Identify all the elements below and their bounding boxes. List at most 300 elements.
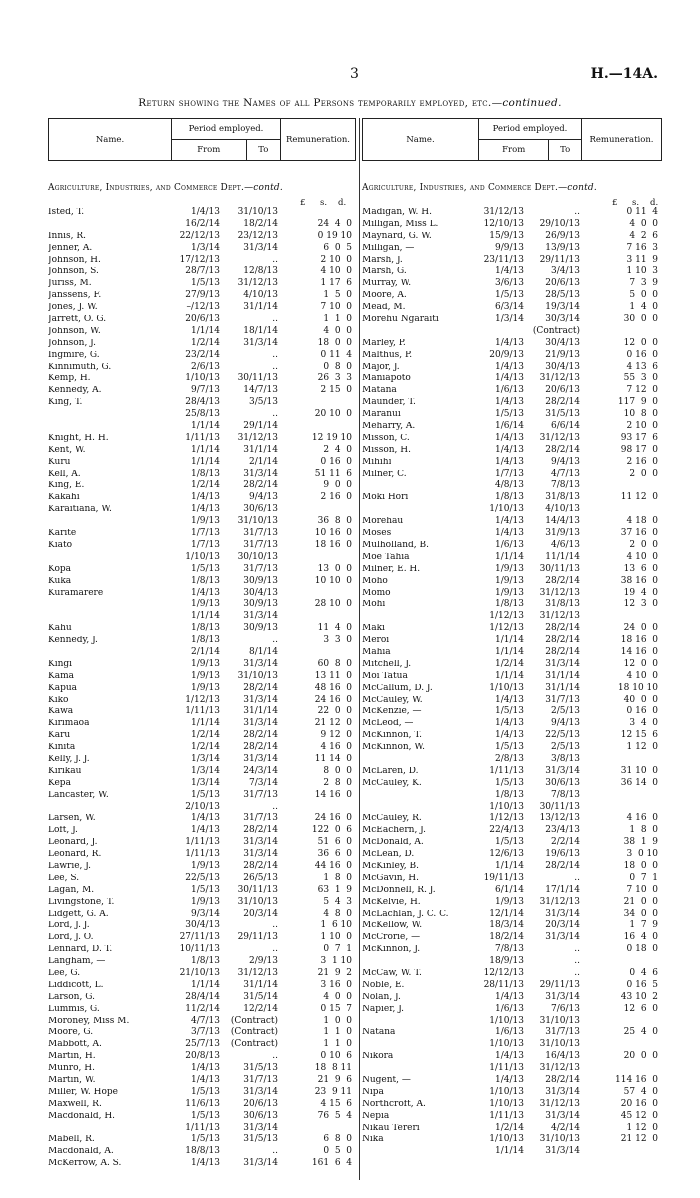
employee-name: Madigan, W. H. [362,208,432,217]
employee-name: Milligan, Miss L. [362,219,439,229]
remuneration: 4 10 0 [626,551,658,562]
employee-name: Moi Tatua [362,671,408,681]
period-to: 31/10/13 [237,896,278,907]
remuneration: 22 0 0 [317,706,352,717]
remuneration: 4 8 0 [323,908,352,919]
header-to: To [549,140,582,161]
period-to: .. [574,956,580,967]
period-from: 1/4/13 [495,1075,524,1086]
header-remuneration: Remuneration. [281,119,356,161]
period-from: 19/11/13 [483,872,524,883]
period-from: 18/8/13 [185,1146,220,1157]
table-row [362,232,662,244]
period-from: 1/4/13 [191,587,220,598]
table-row [362,672,662,684]
table-row [362,553,662,565]
remuneration: 11 14 0 [314,753,352,764]
employee-name: Isted, T. [48,208,85,217]
table-row [48,244,356,256]
table-row [48,993,356,1005]
period-to: 31/1/14 [545,682,580,693]
remuneration: 0 16 0 [626,349,658,360]
period-from: 1/11/13 [489,765,524,776]
table-row [362,565,662,577]
period-from: 18/3/14 [489,920,524,931]
table-row [362,1088,662,1100]
period-from: 1/2/14 [191,730,220,741]
table-row [48,1112,356,1124]
period-to: 29/11/13 [237,932,278,943]
table-row [362,767,662,779]
employee-name: McKinnon, T. [362,731,422,741]
employee-name: McCallum, D. J. [362,683,433,693]
period-from: 4/8/13 [495,480,524,491]
period-to: 31/12/13 [539,1063,580,1074]
employee-name: Kennedy, A. [48,386,102,396]
period-from: 1/10/13 [489,504,524,515]
period-to: 14/7/13 [243,385,278,396]
employee-name: Maunder, T. [362,398,416,408]
remuneration: 60 8 0 [317,658,352,669]
remuneration: 18 16 0 [314,539,352,550]
period-to: 11/1/14 [545,551,580,562]
employee-name: Nipa [362,1087,384,1097]
employee-name: Karu [48,731,71,741]
table-row [362,1005,662,1017]
period-from: 1/5/13 [191,1110,220,1121]
period-to: 31/12/13 [237,432,278,443]
employee-name: Momo [362,588,391,598]
period-from: 1/3/14 [495,314,524,325]
period-to: 7/8/13 [551,480,580,491]
period-from: 1/4/13 [495,444,524,455]
remuneration: 18 0 0 [623,860,658,871]
remuneration: 4 13 6 [626,361,658,372]
employee-name: Lord, J. J. [48,921,90,931]
table-row [362,1100,662,1112]
employee-name: Johnson, J. [48,338,96,348]
period-to: 31/3/14 [243,1086,278,1097]
remuneration: 3 11 9 [626,254,658,265]
remuneration: 1 12 0 [626,1122,658,1133]
period-from: 1/9/13 [191,599,220,610]
period-from: 1/5/13 [495,837,524,848]
remuneration: 0 7 1 [629,872,658,883]
period-from: 27/9/13 [185,290,220,301]
remuneration: 12 0 0 [623,337,658,348]
employee-name: McKenzie, — [362,707,422,717]
period-from: 1/4/13 [495,373,524,384]
period-to: 12/2/14 [243,1003,278,1014]
period-to: 28/2/14 [545,1075,580,1086]
remuneration: 20 16 0 [620,1098,658,1109]
period-from: 1/10/13 [489,1015,524,1026]
employee-name: McKinnon, W. [362,743,425,753]
period-to: 31/8/13 [545,599,580,610]
employee-name: McKinley, B. [362,861,419,871]
period-from: 1/1/14 [495,646,524,657]
remuneration: 12 6 0 [623,1003,658,1014]
remuneration: 1 6 10 [320,920,352,931]
period-from: 1/1/14 [495,551,524,562]
period-to: 31/3/14 [243,337,278,348]
period-to: 31/3/14 [243,1122,278,1133]
period-from: 1/6/13 [495,385,524,396]
period-to: 31/9/13 [545,528,580,539]
period-from: 1/11/13 [185,432,220,443]
period-from: 1/9/13 [495,575,524,586]
remuneration: 2 16 0 [626,456,658,467]
period-from: 1/6/13 [495,539,524,550]
period-to: 31/3/14 [243,718,278,729]
employee-name: Johnson, S. [48,267,99,277]
period-from: 1/5/13 [495,777,524,788]
period-from: 1/10/13 [489,1086,524,1097]
period-from: 18/9/13 [489,956,524,967]
remuneration: 7 16 3 [626,242,658,253]
period-from: 1/5/13 [191,884,220,895]
page-header [0,66,700,82]
period-to: 7/8/13 [551,789,580,800]
period-to: 30/6/13 [243,504,278,515]
title-continued: —continued. [491,97,562,109]
remuneration: 2 4 0 [323,444,352,455]
period-to: 4/2/14 [551,1122,580,1133]
remuneration: 14 16 0 [620,646,658,657]
table-row [362,1112,662,1124]
remuneration: 19 4 0 [623,587,658,598]
remuneration: 25 4 0 [623,1027,658,1038]
table-row [48,220,356,232]
period-to: 19/3/14 [545,302,580,313]
period-from: 1/9/13 [191,658,220,669]
period-to: .. [574,944,580,955]
remuneration: 8 0 0 [323,765,352,776]
remuneration: 0 18 0 [626,944,658,955]
period-to: .. [272,801,278,812]
employee-name: Marsh, J. [362,255,403,265]
table-row [48,565,356,577]
period-from: 1/4/13 [495,730,524,741]
period-from: 1/4/13 [495,397,524,408]
remuneration: 1 10 0 [320,932,352,943]
period-to: 2/5/13 [551,706,580,717]
table-row [48,791,356,803]
employee-name: Johnson, W. [48,326,101,336]
employee-name: Lee, S. [48,873,80,883]
employee-name: Langham, — [48,957,106,967]
employee-name: Moho [362,576,388,586]
period-from: 1/11/13 [489,1110,524,1121]
period-to: 20/6/13 [243,1098,278,1109]
employee-name: Kama [48,671,74,681]
remuneration: 26 3 3 [317,373,352,384]
remuneration: 21 12 0 [314,718,352,729]
period-to: (Contract) [532,325,580,336]
period-to: 31/3/14 [545,991,580,1002]
employee-name: Kinita [48,743,76,753]
period-to: 31/10/13 [539,1015,580,1026]
period-from: 2/8/13 [495,753,524,764]
period-to: 31/10/13 [237,670,278,681]
employee-name: Malthus, P. [362,350,413,360]
period-to: 29/11/13 [539,254,580,265]
employee-name: Jones, J. W. [48,303,98,313]
period-to: 17/1/14 [545,884,580,895]
period-to: 31/3/14 [243,468,278,479]
remuneration: 13 6 0 [623,563,658,574]
period-to: .. [574,207,580,217]
table-row [362,577,662,589]
period-to: 30/6/13 [545,777,580,788]
period-from: 1/12/13 [489,611,524,622]
period-from: 1/4/13 [495,361,524,372]
period-to: 28/2/14 [243,480,278,491]
remuneration: 48 16 0 [314,682,352,693]
period-to: 22/5/13 [545,730,580,741]
title-main: Return showing the Names of all Persons temporarily employed, etc. [138,97,492,109]
period-to: 13/12/13 [539,813,580,824]
employee-name: King, E. [48,481,85,491]
table-row [48,1159,356,1171]
period-to: 3/8/13 [551,753,580,764]
period-to: .. [272,944,278,955]
table-row [48,874,356,886]
period-from: 1/10/13 [489,1039,524,1050]
period-to: 31/12/13 [237,968,278,978]
period-from: 1/4/13 [495,337,524,348]
remuneration: 36 6 0 [317,849,352,860]
employee-name: McEachern, J. [362,826,426,836]
period-to: 4/10/13 [243,290,278,301]
period-from: 1/6/13 [495,1003,524,1014]
period-from: 1/7/13 [191,528,220,539]
employee-name: Mitchell, J. [362,659,412,669]
period-to: 7/6/13 [551,1003,580,1014]
remuneration: 12 0 0 [623,658,658,669]
period-to: 28/2/14 [545,623,580,634]
period-to: 31/3/14 [243,1158,278,1169]
table-row [362,981,662,993]
period-to: 31/3/14 [545,932,580,943]
period-from: 28/11/13 [483,979,524,990]
employee-name: Kuramarere [48,588,104,598]
period-to: .. [272,349,278,360]
period-to: 30/10/13 [237,551,278,562]
table-row [48,458,356,470]
period-from: 1/8/13 [495,599,524,610]
period-from: 1/4/13 [495,528,524,539]
right-column-headers [362,118,662,161]
period-to: 16/4/13 [545,1051,580,1062]
employee-name: Martin, W. [48,1076,96,1086]
remuneration: 7 3 9 [629,278,658,289]
period-to: 31/10/13 [539,1039,580,1050]
period-from: 1/4/13 [495,991,524,1002]
employee-name: Nolan, J. [362,992,401,1002]
period-from: 1/10/13 [489,801,524,812]
period-from: 20/8/13 [185,1051,220,1062]
period-from: 1/5/13 [495,742,524,753]
employee-name: McDonnell, R. J. [362,885,436,895]
remuneration: 2 10 0 [626,421,658,432]
period-from: 30/4/13 [185,920,220,931]
period-to: 4/6/13 [551,539,580,550]
units-right: £ s. d. [612,198,659,208]
employee-name: Napier, J. [362,1004,405,1014]
remuneration: 1 10 3 [626,266,658,277]
remuneration: 4 16 0 [626,813,658,824]
remuneration: 4 2 6 [629,230,658,241]
remuneration: 93 17 6 [620,432,658,443]
remuneration: 4 0 0 [323,991,352,1002]
remuneration: 7 10 0 [320,302,352,313]
remuneration: 45 12 0 [620,1110,658,1121]
employee-name: Knight, H. H. [48,433,109,443]
employee-name: Lee, G. [48,969,81,978]
table-row [362,660,662,672]
period-from: 1/8/13 [191,468,220,479]
remuneration: 38 16 0 [620,575,658,586]
period-from: 11/6/13 [185,1098,220,1109]
remuneration: 0 16 0 [626,706,658,717]
employee-name: Mahia [362,647,391,657]
period-to: 31/12/13 [539,432,580,443]
employee-name: McKinnon, J. [362,945,421,955]
period-to: 30/4/13 [243,587,278,598]
remuneration: 5 4 3 [323,896,352,907]
remuneration: 1 1 0 [323,1039,352,1050]
period-from: 1/1/14 [191,444,220,455]
remuneration: 114 16 0 [615,1075,658,1086]
period-to: 31/3/14 [243,242,278,253]
period-to: 2/2/14 [551,837,580,848]
remuneration: 16 4 0 [623,932,658,943]
left-employee-list [48,208,356,1171]
table-row [48,339,356,351]
employee-name: Morehau [362,517,404,527]
period-to: 18/1/14 [243,325,278,336]
period-to: 31/3/14 [545,1110,580,1121]
document-reference: H.—14A. [590,66,658,82]
period-to: 31/10/13 [237,207,278,217]
period-to: 23/12/13 [237,230,278,241]
remuneration: 4 0 0 [629,218,658,229]
employee-name: Noble, E. [362,980,405,990]
employee-name: Maranui [362,410,401,420]
employee-name: Kuka [48,576,72,586]
employee-name: Jarrett, O. G. [48,315,107,325]
period-from: 27/11/13 [179,932,220,943]
period-from: 1/11/13 [185,837,220,848]
table-row [48,446,356,458]
remuneration: 18 10 10 [617,682,658,693]
remuneration: 2 15 0 [320,385,352,396]
remuneration: 122 0 6 [311,825,352,836]
period-to: 30/11/13 [237,373,278,384]
employee-name: Milner, E. H. [362,564,421,574]
table-row [362,327,662,339]
remuneration: 1 7 9 [629,920,658,931]
remuneration: 10 16 0 [314,528,352,539]
period-from: 1/5/13 [191,789,220,800]
period-from: –/12/13 [186,302,220,313]
header-remuneration: Remuneration. [582,119,662,161]
remuneration: 57 4 0 [623,1086,658,1097]
employee-name: McGavin, H. [362,873,420,883]
period-from: 1/5/13 [495,290,524,301]
employee-name: Mohi [362,600,386,610]
employee-name: Marley, P. [362,338,406,348]
table-row [362,458,662,470]
header-to: To [246,140,280,161]
header-name: Name. [363,119,479,161]
employee-name: Marsh, G. [362,267,407,277]
period-to: 31/10/13 [237,516,278,527]
period-from: 1/1/14 [191,718,220,729]
employee-name: Kinnimuth, G. [48,362,112,372]
period-from: 1/12/13 [489,813,524,824]
employee-name: Kell, A. [48,469,81,479]
period-from: 1/4/13 [191,207,220,217]
period-to: 31/3/14 [243,753,278,764]
period-from: 1/11/13 [185,849,220,860]
period-to: 31/5/13 [545,409,580,420]
period-to: 31/3/14 [243,611,278,622]
remuneration: 18 0 0 [317,337,352,348]
period-to: 3/5/13 [249,397,278,408]
period-from: 1/2/14 [495,1122,524,1133]
period-to: 18/2/14 [243,218,278,229]
period-from: 1/9/13 [191,516,220,527]
remuneration: 0 11 4 [320,349,352,360]
employee-name: Kapua [48,683,78,693]
period-from: 22/5/13 [185,872,220,883]
remuneration: 98 17 0 [620,444,658,455]
period-to: 28/2/14 [545,860,580,871]
period-to: 28/2/14 [545,444,580,455]
table-row [362,244,662,256]
period-to: 30/11/13 [539,563,580,574]
remuneration: 1 5 0 [323,290,352,301]
period-to: 28/2/14 [545,646,580,657]
employee-name: McKellow, W. [362,921,423,931]
employee-name: Misson, C. [362,433,410,443]
period-from: 23/2/14 [185,349,220,360]
employee-name: Kelly, J. J. [48,754,90,764]
units-left: £ s. d. [300,198,347,208]
period-to: 31/3/14 [243,658,278,669]
period-to: 31/3/14 [243,837,278,848]
table-row [362,220,662,232]
period-to: 31/7/13 [243,813,278,824]
remuneration: 4 16 0 [320,742,352,753]
employee-name: Matana [362,386,397,396]
table-row [362,779,662,791]
remuneration: 5 0 0 [629,290,658,301]
period-to: 30/9/13 [243,599,278,610]
employee-name: Macdonald, H. [48,1111,116,1121]
remuneration: 3 1 10 [320,956,352,967]
period-to: 31/7/13 [243,563,278,574]
period-from: 1/5/13 [191,1134,220,1145]
period-to: 31/12/13 [539,373,580,384]
remuneration: 3 16 0 [320,979,352,990]
period-from: 1/8/13 [191,635,220,646]
period-to: 26/9/13 [545,230,580,241]
employee-name: Kiato [48,540,73,550]
employee-name: Leonard, J. [48,838,98,848]
